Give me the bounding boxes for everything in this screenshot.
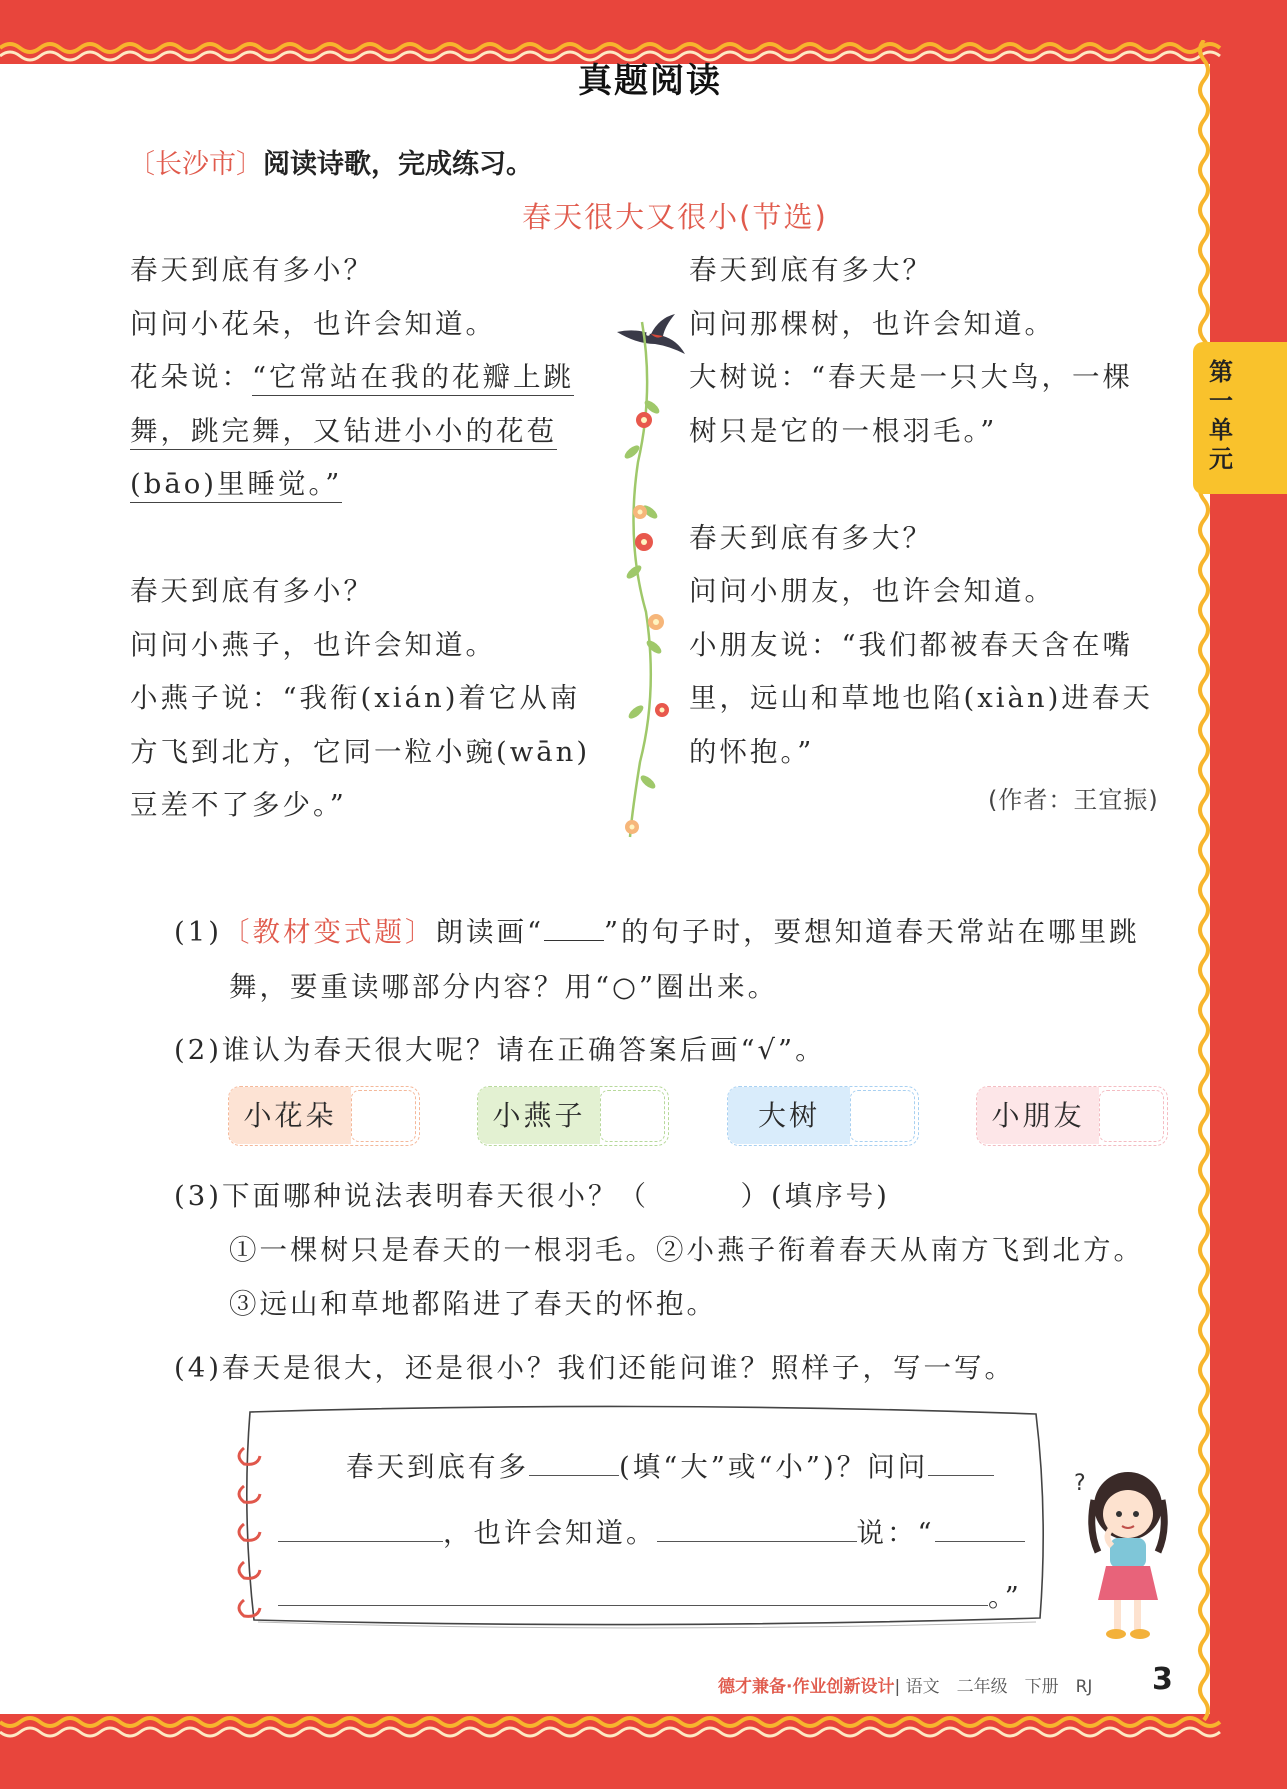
poem-line: [130, 405, 620, 459]
answer-blank[interactable]: [935, 1517, 1025, 1542]
poem-line: 的怀抱。”: [689, 735, 815, 768]
poem-left-column: [130, 244, 620, 833]
poem-title: 春天很大又很小(节选): [522, 200, 828, 234]
question-text: ”的句子时，要想知道春天常站在哪里跳: [604, 916, 1140, 948]
question-source-tag: 〔教材变式题〕: [221, 916, 436, 948]
poem-line: 小燕子说：“我衔(xián)着它从南: [130, 682, 581, 714]
page-title: 真题阅读: [578, 61, 722, 101]
option-label: 大树: [728, 1087, 850, 1144]
poem-line: 树只是它的一根羽毛。”: [689, 414, 998, 447]
question-2: (2)谁认为春天很大呢？请在正确答案后画“√”。: [174, 1034, 826, 1066]
svg-text:?: ?: [1074, 1471, 1086, 1496]
writing-prompt: 。”: [988, 1581, 1022, 1613]
bottom-wave-border: [0, 1700, 1287, 1750]
option-label: 小燕子: [478, 1087, 600, 1144]
flower-vine-decoration: [612, 312, 672, 842]
underlined-sentence: 舞，跳完舞，又钻进小小的花苞: [130, 415, 557, 450]
poem-line: 春天到底有多大？: [689, 521, 933, 554]
underline-mark: [544, 916, 604, 941]
answer-blank[interactable]: [278, 1517, 443, 1542]
writing-prompt: (填“大”或“小”)？问问: [619, 1451, 929, 1483]
instruction: [128, 142, 533, 181]
poem-line: [130, 351, 620, 405]
question-1-continued: 舞，要重读哪部分内容？用“○”圈出来。: [229, 971, 779, 1003]
question-text: 朗读画“: [435, 916, 545, 948]
poem-line: 春天到底有多大？: [689, 254, 933, 286]
underlined-sentence: (bāo)里睡觉。”: [130, 468, 342, 503]
writing-line-3: [278, 1574, 1022, 1614]
poem-line: 小朋友说：“我们都被春天含在嘴: [689, 628, 1134, 661]
poem-line: 问问小朋友，也许会知道。: [689, 575, 1055, 607]
poem-line: 问问那棵树，也许会知道。: [689, 307, 1055, 340]
poem-line: 春天到底有多小？: [130, 254, 374, 286]
poem-line: 里，远山和草地也陷(xiàn)进春天: [689, 682, 1153, 714]
poem-line: 方飞到北方，它同一粒小豌(wān): [130, 735, 591, 768]
question-1: [174, 912, 1140, 952]
option-answer-slot[interactable]: [850, 1090, 915, 1142]
option-label: 小花朵: [229, 1087, 351, 1144]
option-answer-slot[interactable]: [600, 1090, 665, 1142]
option-label: 小朋友: [977, 1087, 1099, 1144]
footer-info: [718, 1672, 1092, 1697]
writing-line-1: [346, 1444, 994, 1484]
poem-line: 春天到底有多小？: [130, 575, 374, 607]
instruction-text: 阅读诗歌，完成练习。: [263, 149, 533, 180]
footer-brand: 德才兼备·作业创新设计: [718, 1677, 895, 1697]
answer-blank[interactable]: [529, 1451, 619, 1476]
option-answer-slot[interactable]: [351, 1090, 416, 1142]
right-wave-border: [1192, 40, 1242, 1750]
poem-author: (作者：王宜振): [988, 786, 1159, 814]
question-number: (1): [174, 916, 222, 948]
underlined-sentence: “它常站在我的花瓣上跳: [252, 361, 574, 396]
answer-blank[interactable]: [657, 1517, 857, 1542]
poem-line: 问问小燕子，也许会知道。: [130, 628, 496, 661]
poem-line: 豆差不了多少。”: [130, 789, 347, 821]
writing-prompt: ，也许会知道。: [443, 1517, 657, 1549]
writing-prompt: 说：“: [856, 1517, 935, 1549]
poem-speaker: 花朵说：: [130, 361, 252, 393]
question-4: (4)春天是很大，还是很小？我们还能问谁？照样子，写一写。: [174, 1352, 1015, 1384]
source-tag: 〔长沙市〕: [128, 149, 263, 180]
option-box-1: [228, 1086, 420, 1146]
poem-line: 大树说：“春天是一只大鸟，一棵: [689, 361, 1134, 393]
unit-side-tab-label: 第一单元: [1209, 358, 1233, 473]
writing-line-2: [278, 1510, 1025, 1550]
option-answer-slot[interactable]: [1099, 1090, 1164, 1142]
option-box-3: [727, 1086, 919, 1146]
poem-right-column: [689, 244, 1179, 779]
question-3-option: ①一棵树只是春天的一根羽毛。②小燕子衔着春天从南方飞到北方。: [229, 1234, 1144, 1266]
writing-prompt: 春天到底有多: [346, 1451, 529, 1483]
page-number: 3: [1152, 1662, 1173, 1697]
poem-line: 问问小花朵，也许会知道。: [130, 307, 496, 340]
option-box-4: [976, 1086, 1168, 1146]
question-3: (3)下面哪种说法表明春天很小？（ ）(填序号): [174, 1180, 890, 1212]
answer-blank[interactable]: [278, 1581, 988, 1606]
footer-subject: | 语文 二年级 下册 RJ: [894, 1677, 1093, 1697]
option-box-2: [477, 1086, 669, 1146]
question-3-option: ③远山和草地都陷进了春天的怀抱。: [229, 1288, 717, 1320]
answer-blank[interactable]: [928, 1451, 994, 1476]
thinking-girl-illustration: [1070, 1460, 1180, 1645]
poem-line: [130, 458, 620, 512]
